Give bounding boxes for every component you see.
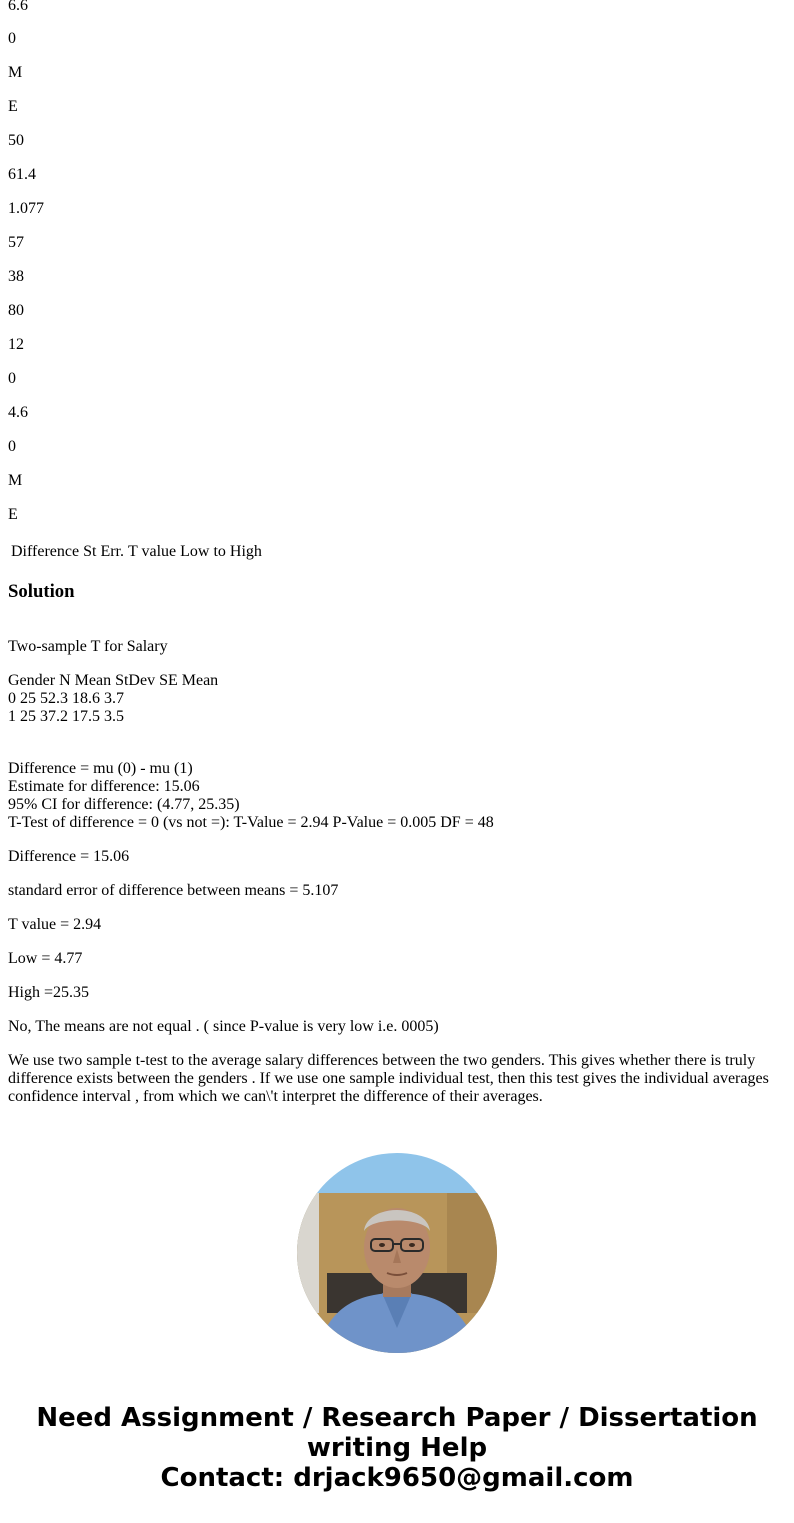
promo-line-contact: Contact: drjack9650@gmail.com [160,1463,634,1493]
value-item: 61.4 [8,166,36,183]
table-header-cell: T value [128,543,177,560]
document-body [8,0,786,1105]
answer-t-value: T value = 2.94 [8,916,102,933]
answer-std-error: standard error of difference between means = 5.107 [8,882,339,899]
portrait-image [297,1153,497,1353]
value-item: 4.6 [8,404,28,421]
stats-table [8,672,786,744]
difference-definition: Difference = mu (0) - mu (1) [8,760,193,777]
answer-low: Low = 4.77 [8,950,83,967]
tutor-photo [297,1153,497,1353]
difference-output [8,760,786,832]
promo-banner [0,1403,794,1493]
answer-explanation: We use two sample t-test to the average salary differences between the two genders. This gives whether there is truly difference exists between the genders . If we use one sample individual test, then this test gives the individual averages confidence interval , from which we can\'t interpret the difference of their averages. [8,1052,769,1105]
solution-body [8,638,786,1122]
table-header-cell: St Err. [83,543,124,560]
value-item: M [8,64,23,81]
value-list [8,0,786,540]
stats-row: 0 25 52.3 18.6 3.7 [8,690,124,707]
value-item: 38 [8,268,24,285]
value-item: E [8,98,18,115]
difference-estimate: Estimate for difference: 15.06 [8,778,200,795]
stats-row: 1 25 37.2 17.5 3.5 [8,708,124,725]
table-header-cell: to [213,543,226,560]
t-test-result: T-Test of difference = 0 (vs not =): T-Value = 2.94 P-Value = 0.005 DF = 48 [8,814,494,831]
confidence-interval: 95% CI for difference: (4.77, 25.35) [8,796,240,813]
value-item: M [8,472,23,489]
answer-conclusion: No, The means are not equal . ( since P-value is very low i.e. 0005) [8,1018,439,1035]
value-item: 0 [8,370,16,387]
table-row [10,542,263,562]
value-item: 50 [8,132,24,149]
table-header-cell: High [229,543,262,560]
solution-heading: Solution [8,581,75,602]
value-item: 6.6 [8,0,28,14]
value-item: 57 [8,234,24,251]
answer-difference: Difference = 15.06 [8,848,130,865]
table-header-cell: Low [180,543,210,560]
value-item: 12 [8,336,24,353]
value-item: 80 [8,302,24,319]
value-item: 0 [8,30,16,47]
value-item: E [8,506,18,523]
value-item: 1.077 [8,200,44,217]
stats-header: Gender N Mean StDev SE Mean [8,672,219,689]
promo-line-help: Need Assignment / Research Paper / Dissertation writing Help [36,1403,758,1463]
value-item: 0 [8,438,16,455]
answer-high: High =25.35 [8,984,90,1001]
output-title: Two-sample T for Salary [8,638,168,655]
results-header-table [8,540,265,564]
table-header-cell: Difference [11,543,80,560]
